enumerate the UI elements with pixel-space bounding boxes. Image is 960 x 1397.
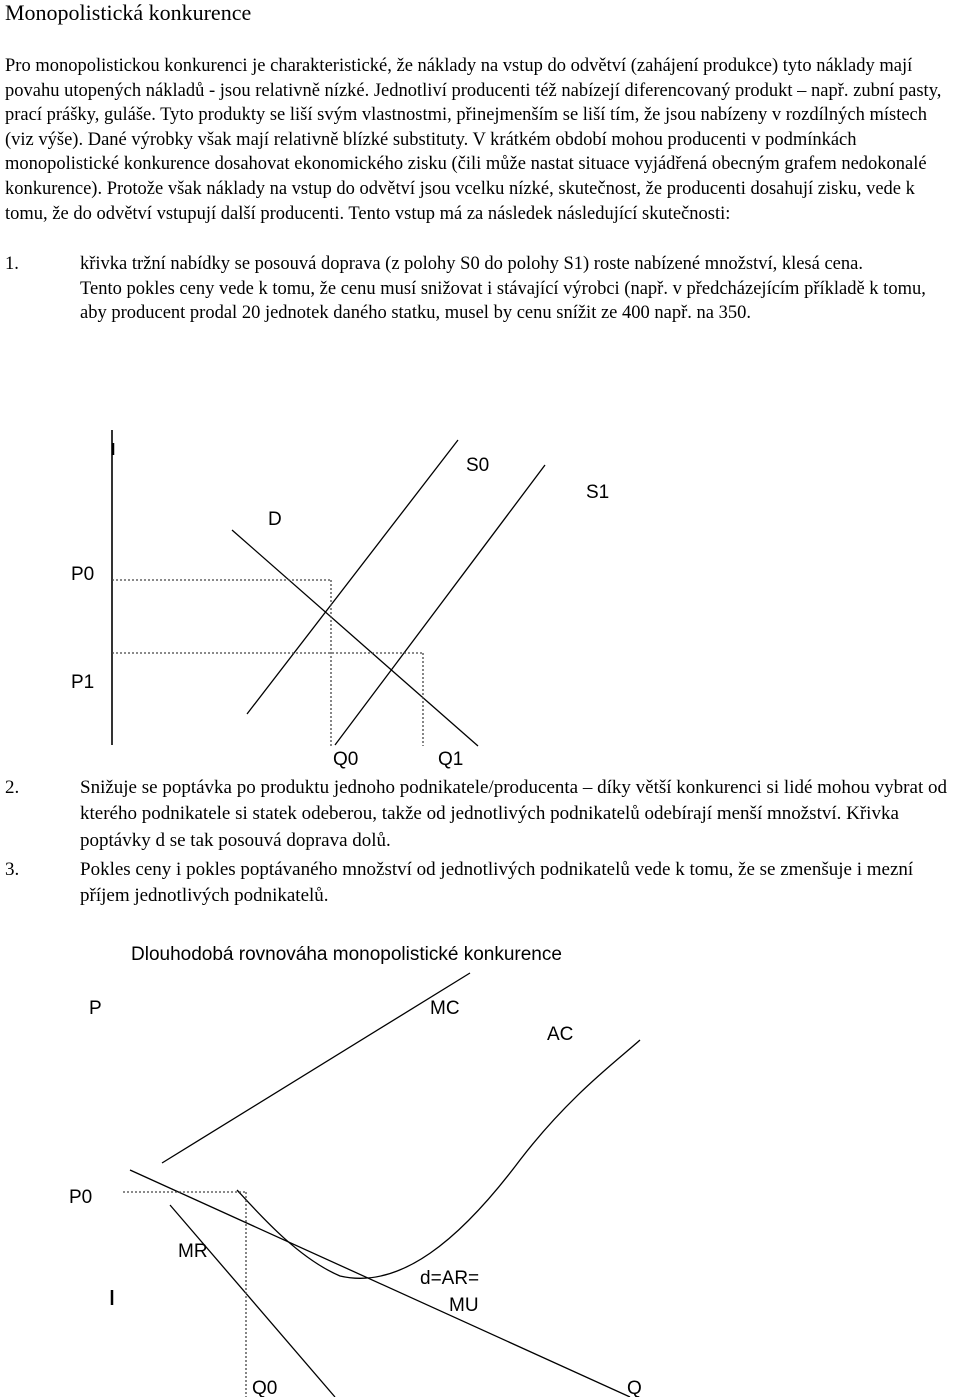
label-q1: Q1 bbox=[438, 749, 464, 770]
label-s1: S1 bbox=[586, 482, 610, 503]
graph-title: Dlouhodobá rovnováha monopolistické konkurence bbox=[131, 944, 562, 965]
list-number: 2. bbox=[5, 777, 20, 798]
label-p: P bbox=[89, 998, 102, 1019]
label-p0: P0 bbox=[71, 564, 95, 585]
page-title: Monopolistická konkurence bbox=[5, 0, 252, 25]
label-mc: MC bbox=[430, 998, 460, 1019]
label-d: D bbox=[268, 509, 282, 530]
label-d-ar: d=AR= bbox=[420, 1268, 480, 1289]
list-text: Pokles ceny i pokles poptávaného množství od jednotlivých podnikatelů vede k tomu, že se zmenšuje i mezní příjem jednotlivých podnikatelů. bbox=[80, 859, 914, 907]
ac-curve bbox=[237, 1040, 640, 1278]
label-q0: Q0 bbox=[333, 749, 359, 770]
list-number: 1. bbox=[5, 254, 19, 274]
list-text: Snižuje se poptávka po produktu jednoho podnikatele/producenta – díky větší konkurenci si lidé mohou vybrat od kterého podnikatele si statek odeberou, takže od jednotlivých podnikatelů odebírají menší množství. Křivka poptávky d se tak posouvá doprava dolů. bbox=[80, 777, 947, 851]
label-p1: P1 bbox=[71, 672, 95, 693]
intro-paragraph: Pro monopolistickou konkurenci je charakteristické, že náklady na vstup do odvětví (zahájení produkce) tyto náklady mají povahu utopených nákladů - jsou relativně nízké. Jednotliví producenti též nabízejí diferencovaný produkt – např. zubní pasty, prací prášky, guláše. Tyto produkty se liší svým vlastnostmi, přinejmenším se liší tím, že jsou nabízeny v rozdílných místech (viz výše). Dané výrobky však mají relativně blízké substituty. V krátkém období mohou producenti v podmínkách monopolistické konkurence dosahovat ekonomického zisku (čili může nastat situace vyjádřená obecným grafem nedokonalé konkurence). Protože však náklady na vstup do odvětví jsou vcelku nízké, skutečnost, že producenti dosahují zisku, vede k tomu, že do odvětví vstupují další producenti. Tento vstup má za následek následující skutečnosti: bbox=[5, 56, 942, 224]
label-ac: AC bbox=[547, 1024, 574, 1045]
label-s0: S0 bbox=[466, 455, 490, 476]
list-text-continuation: Tento pokles ceny vede k tomu, že cenu musí snižovat i stávající výrobci (např. v předcházejícím příkladě k tomu, aby producent prodal 20 jednotek daného statku, musel by cenu snížit ze 400 např. na 350. bbox=[80, 278, 926, 324]
mc-curve bbox=[162, 973, 470, 1163]
mr-curve bbox=[170, 1205, 335, 1397]
demand-d-ar bbox=[130, 1170, 630, 1397]
label-q: Q bbox=[627, 1378, 642, 1397]
label-p0: P0 bbox=[69, 1187, 93, 1208]
label-mr: MR bbox=[178, 1241, 208, 1262]
list-text: křivka tržní nabídky se posouvá doprava (z polohy S0 do polohy S1) roste nabízené množství, klesá cena. bbox=[80, 254, 863, 274]
label-q0: Q0 bbox=[252, 1378, 278, 1397]
label-mu: MU bbox=[449, 1295, 479, 1316]
list-number: 3. bbox=[5, 859, 20, 880]
